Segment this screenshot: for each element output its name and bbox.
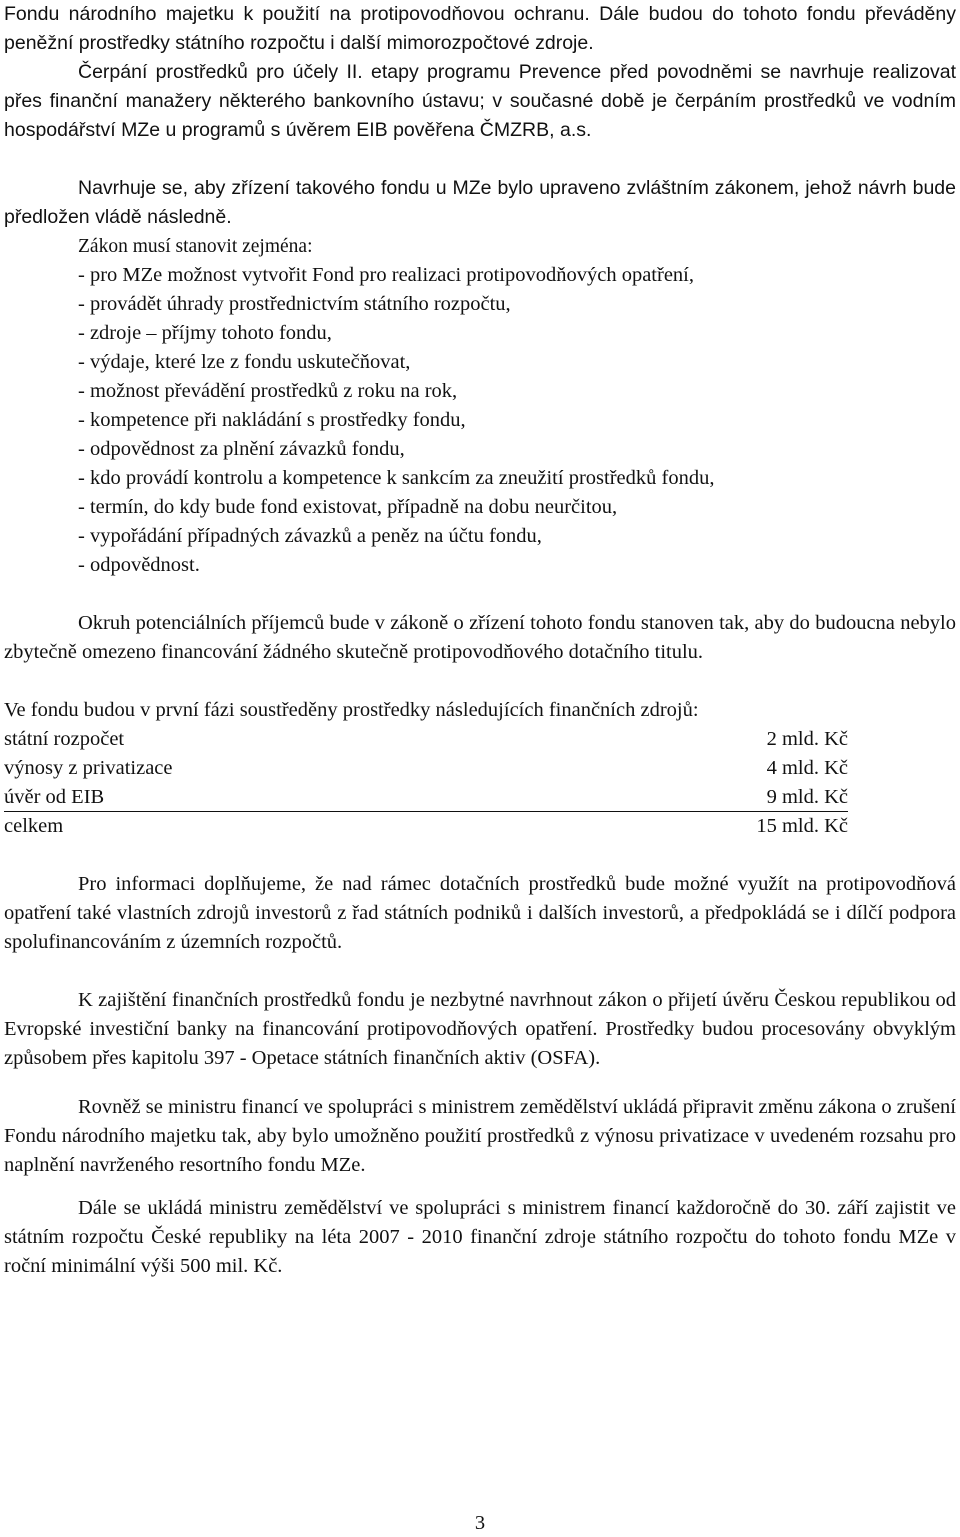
list-item: - pro MZe možnost vytvořit Fond pro realizaci protipovodňových opatření, — [78, 264, 695, 286]
financing-amount: 15 mld. Kč — [756, 815, 848, 837]
list-item: - zdroje – příjmy tohoto fondu, — [78, 322, 332, 344]
financing-amount: 2 mld. Kč — [766, 728, 848, 750]
list-item: - výdaje, které lze z fondu uskutečňovat, — [78, 351, 411, 373]
paragraph-law-intro: Zákon musí stanovit zejména: — [78, 236, 313, 257]
page-number: 3 — [474, 1512, 486, 1534]
list-item: - odpovědnost za plnění závazků fondu, — [78, 438, 405, 460]
list-item: - provádět úhrady prostřednictvím státního rozpočtu, — [78, 293, 511, 315]
financing-row — [4, 754, 848, 783]
financing-label: úvěr od EIB — [4, 786, 105, 808]
list-item: - kompetence při nakládání s prostředky fondu, — [78, 409, 466, 431]
law-requirements-list — [4, 261, 956, 580]
financing-row — [4, 725, 848, 754]
financing-label: státní rozpočet — [4, 728, 125, 750]
paragraph-fund-transfer: Fondu národního majetku k použití na protipovodňovou ochranu. Dále budou do tohoto fondu převáděny peněžní prostředky státního rozpočtu i další mimorozpočtové zdroje. — [4, 3, 956, 54]
financing-amount: 9 mld. Kč — [766, 786, 848, 808]
financing-amount: 4 mld. Kč — [766, 757, 848, 779]
list-item: - odpovědnost. — [78, 554, 200, 576]
financing-table — [4, 725, 848, 841]
paragraph-proposal: Navrhuje se, aby zřízení takového fondu u MZe bylo upraveno zvláštním zákonem, jehož návrh bude předložen vládě následně. — [4, 177, 956, 228]
paragraph-further: Dále se ukládá ministru zemědělství ve spolupráci s ministrem financí každoročně do 30. září zajistit ve státním rozpočtu České republiky na léta 2007 - 2010 finanční zdroje státního rozpočtu do tohoto fondu MZe v roční minimální výši 500 mil. Kč. — [4, 1197, 956, 1277]
financing-label: celkem — [4, 815, 64, 837]
financing-row — [4, 783, 848, 812]
financing-label: výnosy z privatizace — [4, 757, 173, 779]
paragraph-information: Pro informaci doplňujeme, že nad rámec dotačních prostředků bude možné využít na protipovodňová opatření také vlastních zdrojů investorů z řad státních podniků i dalších investorů, a předpokládá se i dílčí podpora spolufinancováním z územních rozpočtů. — [4, 873, 956, 953]
paragraph-drawing-funds: Čerpání prostředků pro účely II. etapy programu Prevence před povodněmi se navrhuje realizovat přes finanční manažery některého bankovního ústavu; v současné době je čerpáním prostředků ve vodním hospodářství MZe u programů s úvěrem EIB pověřena ČMZRB, a.s. — [4, 61, 956, 141]
paragraph-recipients: Okruh potenciálních příjemců bude v zákoně o zřízení tohoto fondu stanoven tak, aby do budoucna nebylo zbytečně omezeno financování žádného skutečně protipovodňového dotačního titulu. — [4, 612, 956, 663]
list-item: - možnost převádění prostředků z roku na rok, — [78, 380, 458, 402]
paragraph-also: Rovněž se ministru financí ve spolupráci s ministrem zemědělství ukládá připravit změnu zákona o zrušení Fondu národního majetku tak, aby bylo umožněno použití prostředků z výnosu privatizace v uvedeném rozsahu pro naplnění navrženého resortního fondu MZe. — [4, 1096, 956, 1176]
financing-row-total — [4, 812, 848, 841]
list-item: - kdo provádí kontrolu a kompetence k sankcím za zneužití prostředků fondu, — [78, 467, 715, 489]
list-item: - termín, do kdy bude fond existovat, případně na dobu neurčitou, — [78, 496, 618, 518]
paragraph-financing-intro: Ve fondu budou v první fázi soustředěny prostředky následujících finančních zdrojů: — [4, 699, 699, 721]
paragraph-securing-funds: K zajištění finančních prostředků fondu je nezbytné navrhnout zákon o přijetí úvěru Českou republikou od Evropské investiční banky na financování protipovodňových opatření. Prostředky budou procesovány obvyklým způsobem přes kapitolu 397 - Opetace státních finančních aktiv (OSFA). — [4, 989, 956, 1069]
document-page — [4, 0, 956, 1281]
list-item: - vypořádání případných závazků a peněz na účtu fondu, — [78, 525, 542, 547]
